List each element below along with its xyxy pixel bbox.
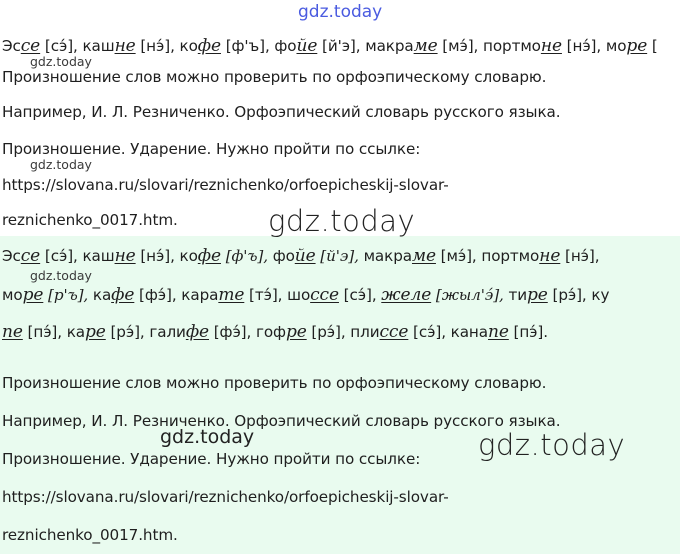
word-prefix: ти (508, 286, 528, 304)
transcription: [фэ́], (209, 323, 256, 341)
stressed-syllable: не (540, 36, 562, 56)
example-word (606, 37, 658, 55)
word-prefix: ко (179, 37, 198, 55)
transcription: [фэ́], (134, 286, 182, 304)
example-word (508, 286, 591, 304)
transcription: [сэ́], (338, 286, 382, 304)
transcription: [мэ́], (435, 247, 482, 265)
examples-line-1 (2, 36, 658, 56)
word-prefix: гали (149, 323, 186, 341)
link-url-part-1[interactable]: https://slovana.ru/slovari/reznichenko/orfoepicheskij-slovar- (2, 176, 449, 194)
stressed-syllable: фе (197, 246, 221, 266)
example-word (2, 323, 67, 341)
stressed-syllable: те (218, 285, 245, 305)
stressed-syllable: не (114, 246, 136, 266)
word-prefix: мо (605, 37, 627, 55)
stressed-syllable: йе (296, 36, 318, 56)
transcription: [й'э], (317, 37, 366, 55)
word-prefix: ко (179, 247, 198, 265)
word-prefix: Эс (2, 247, 21, 265)
example-word (364, 247, 482, 265)
example-word (93, 286, 181, 304)
stressed-syllable: ре (22, 285, 44, 305)
examples-line-4 (2, 322, 548, 342)
stressed-syllable: пе (487, 322, 509, 342)
example-word (82, 247, 179, 265)
word-prefix: фо (272, 247, 295, 265)
transcription: [сэ́], (408, 323, 451, 341)
word-prefix: пли (350, 323, 380, 341)
stressed-syllable: се (20, 246, 41, 266)
stressed-syllable: не (539, 246, 561, 266)
example-word (2, 37, 82, 55)
word-prefix: кара (181, 286, 219, 304)
paragraph-reference-2: Например, И. Л. Резниченко. Орфоэпический словарь русского языка. (2, 412, 561, 430)
stressed-syllable: ме (411, 246, 436, 266)
word-prefix: ку (591, 286, 610, 304)
example-word (451, 323, 548, 341)
stressed-syllable: фе (185, 322, 209, 342)
stressed-syllable: пе (2, 322, 23, 342)
transcription: [сэ́], (40, 247, 83, 265)
word-prefix: фо (274, 37, 297, 55)
transcription: [мэ́], (437, 37, 484, 55)
word-prefix: портмо (483, 37, 541, 55)
word-prefix: макра (363, 247, 412, 265)
word-prefix: ка (92, 286, 112, 304)
link-url-part-2[interactable]: reznichenko_0017.htm. (2, 211, 178, 229)
watermark-small: gdz.today (30, 157, 92, 172)
word-prefix: каш (82, 247, 115, 265)
example-word (287, 286, 381, 304)
example-word (149, 323, 256, 341)
stressed-syllable: фе (111, 285, 135, 305)
stressed-syllable: се (20, 36, 41, 56)
transcription: [ф'ъ], (220, 247, 273, 265)
paragraph-link-intro-2: Произношение. Ударение. Нужно пройти по ссылке: (2, 450, 421, 468)
example-word (2, 247, 82, 265)
stressed-syllable: фе (197, 36, 221, 56)
stressed-syllable: ре (527, 285, 548, 305)
stressed-syllable: не (114, 36, 136, 56)
word-prefix: каш (82, 37, 115, 55)
word-prefix: портмо (481, 247, 540, 265)
stressed-syllable: ре (285, 322, 307, 342)
paragraph-dictionary: Произношение слов можно проверить по орфоэпическому словарю. (2, 68, 547, 86)
example-word (350, 323, 450, 341)
transcription: [пэ́], (22, 323, 67, 341)
example-word (256, 323, 350, 341)
word-prefix: гоф (255, 323, 286, 341)
transcription: [нэ́], (135, 247, 180, 265)
word-prefix: кана (450, 323, 488, 341)
transcription: [ (647, 37, 658, 55)
transcription: [й'э], (315, 247, 364, 265)
examples-line-2 (2, 246, 599, 266)
paragraph-reference: Например, И. Л. Резниченко. Орфоэпический словарь русского языка. (2, 103, 561, 121)
stressed-syllable: ссе (310, 285, 339, 305)
example-word (181, 286, 287, 304)
paragraph-dictionary-2: Произношение слов можно проверить по орфоэпическому словарю. (2, 374, 547, 392)
link-url-part-2-2[interactable]: reznichenko_0017.htm. (2, 526, 178, 544)
stressed-syllable: ссе (379, 322, 409, 342)
example-word (273, 247, 364, 265)
example-word (381, 286, 508, 304)
example-word (67, 323, 150, 341)
transcription: [нэ́], (561, 37, 606, 55)
watermark-large: gdz.today (268, 204, 416, 238)
example-word (481, 247, 599, 265)
transcription: [рэ́], (105, 323, 150, 341)
example-word (180, 247, 273, 265)
stressed-syllable: желе (381, 285, 432, 305)
word-prefix: Эс (2, 37, 21, 55)
transcription: [нэ́], (135, 37, 180, 55)
stressed-syllable: йе (294, 246, 316, 266)
example-word (483, 37, 606, 55)
word-prefix: ка (66, 323, 85, 341)
example-word (591, 286, 609, 304)
example-word (274, 37, 365, 55)
word-prefix: макра (365, 37, 414, 55)
transcription: [ф'ъ], (220, 37, 275, 55)
transcription: [сэ́], (40, 37, 83, 55)
example-word (180, 37, 275, 55)
transcription: [жыл'э́], (431, 286, 509, 304)
watermark-small: gdz.today (30, 268, 92, 283)
transcription: [тэ́], (244, 286, 288, 304)
transcription: [пэ́]. (508, 323, 548, 341)
word-prefix: шо (287, 286, 311, 304)
word-prefix: мо (2, 286, 23, 304)
stressed-syllable: ре (85, 322, 106, 342)
transcription: [р'ъ], (43, 286, 93, 304)
example-word (82, 37, 179, 55)
example-word (365, 37, 483, 55)
transcription: [рэ́], (547, 286, 592, 304)
transcription: [нэ́], (560, 247, 600, 265)
watermark-medium: gdz.today (160, 426, 255, 448)
example-word (2, 286, 93, 304)
watermark-large-2: gdz.today (478, 428, 626, 462)
stressed-syllable: ре (626, 36, 648, 56)
watermark-small: gdz.today (30, 54, 92, 69)
stressed-syllable: ме (413, 36, 438, 56)
watermark-top: gdz.today (298, 2, 383, 22)
transcription: [рэ́], (306, 323, 351, 341)
link-url-part-1-2[interactable]: https://slovana.ru/slovari/reznichenko/orfoepicheskij-slovar- (2, 488, 449, 506)
paragraph-link-intro: Произношение. Ударение. Нужно пройти по ссылке: (2, 140, 421, 158)
examples-line-3 (2, 285, 609, 305)
